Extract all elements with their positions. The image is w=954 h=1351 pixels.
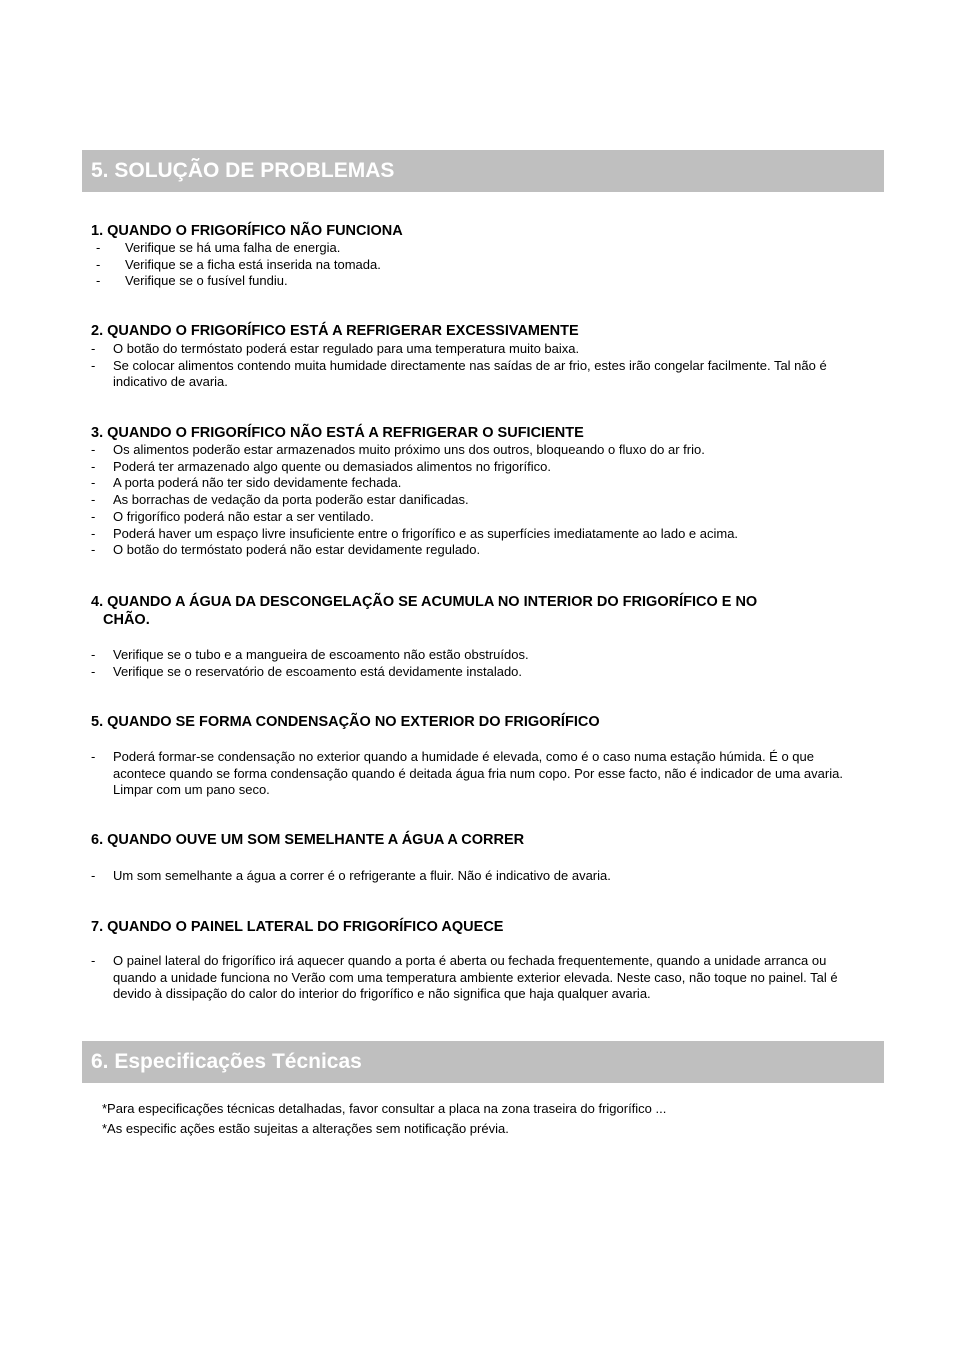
section-6-title: 6. Especificações Técnicas	[91, 1050, 362, 1073]
problem-4-list	[91, 647, 853, 680]
problem-4-heading: 4. QUANDO A ÁGUA DA DESCONGELAÇÃO SE ACUMULA NO INTERIOR DO FRIGORÍFICO E NO CHÃO.	[91, 594, 758, 628]
list-item: - Verifique se a ficha está inserida na tomada.	[96, 256, 381, 272]
problem-2-list	[91, 341, 853, 391]
problem-1-list	[96, 240, 856, 290]
problem-5-heading: 5. QUANDO SE FORMA CONDENSAÇÃO NO EXTERIOR DO FRIGORÍFICO	[91, 714, 600, 730]
list-item: - Poderá haver um espaço livre insuficiente entre o frigorífico e as superfícies imediatamente ao lado e acima.	[91, 525, 739, 541]
problem-3-list	[91, 442, 853, 559]
problem-3-heading: 3. QUANDO O FRIGORÍFICO NÃO ESTÁ A REFRIGERAR O SUFICIENTE	[91, 425, 584, 441]
problem-6-list	[91, 868, 853, 885]
list-item: - Poderá formar-se condensação no exterior quando a humidade é elevada, como é o caso numa estação húmida. É o que acontece quando se forma condensação quando é deitada água fria num copo. Por esse facto, não é indicador de uma avaria. Limpar com um pano seco.	[91, 749, 843, 798]
list-item: - Verifique se há uma falha de energia.	[96, 240, 341, 255]
spec-note-2: *As especific ações estão sujeitas a alterações sem notificação prévia.	[102, 1121, 509, 1136]
section-5-title: 5. SOLUÇÃO DE PROBLEMAS	[91, 159, 395, 182]
problem-7-heading: 7. QUANDO O PAINEL LATERAL DO FRIGORÍFICO AQUECE	[91, 919, 504, 935]
list-item: - Se colocar alimentos contendo muita humidade directamente nas saídas de ar frio, estes irão congelar facilmente. Tal não é indicativo de avaria.	[91, 357, 827, 390]
list-item: - Verifique se o fusível fundiu.	[96, 273, 288, 289]
list-item: - O frigorífico poderá não estar a ser ventilado.	[91, 508, 374, 524]
list-item: - Um som semelhante a água a correr é o refrigerante a fluir. Não é indicativo de avaria.	[91, 868, 611, 883]
list-item: - Os alimentos poderão estar armazenados muito próximo uns dos outros, bloqueando o fluxo do ar frio.	[91, 442, 705, 457]
section-6-header	[82, 1041, 884, 1083]
problem-1-heading: 1. QUANDO O FRIGORÍFICO NÃO FUNCIONA	[91, 223, 403, 239]
problem-6-heading: 6. QUANDO OUVE UM SOM SEMELHANTE A ÁGUA A CORRER	[91, 832, 525, 848]
list-item: - Verifique se o reservatório de escoamento está devidamente instalado.	[91, 663, 523, 679]
list-item: - O painel lateral do frigorífico irá aquecer quando a porta é aberta ou fechada frequentemente, quando a unidade arranca ou quando a unidade funciona no Verão com uma temperatura ambiente exterior elevada. Neste caso, não toque no painel. Tal é devido à dissipação do calor do interior do frigorífico e não significa que haja qualquer avaria.	[91, 953, 838, 1002]
list-item: - A porta poderá não ter sido devidamente fechada.	[91, 475, 402, 491]
spec-note-1: *Para especificações técnicas detalhadas, favor consultar a placa na zona traseira do frigorífico ...	[102, 1101, 667, 1116]
problem-7-list	[91, 953, 857, 1003]
problem-2-heading: 2. QUANDO O FRIGORÍFICO ESTÁ A REFRIGERAR EXCESSIVAMENTE	[91, 323, 579, 339]
list-item: - Verifique se o tubo e a mangueira de escoamento não estão obstruídos.	[91, 647, 529, 662]
section-5-header	[82, 150, 884, 192]
problem-5-list	[91, 749, 853, 799]
list-item: - As borrachas de vedação da porta poderão estar danificadas.	[91, 492, 469, 508]
list-item: - Poderá ter armazenado algo quente ou demasiados alimentos no frigorífico.	[91, 458, 551, 474]
list-item: - O botão do termóstato poderá não estar devidamente regulado.	[91, 542, 481, 558]
list-item: - O botão do termóstato poderá estar regulado para uma temperatura muito baixa.	[91, 341, 580, 356]
